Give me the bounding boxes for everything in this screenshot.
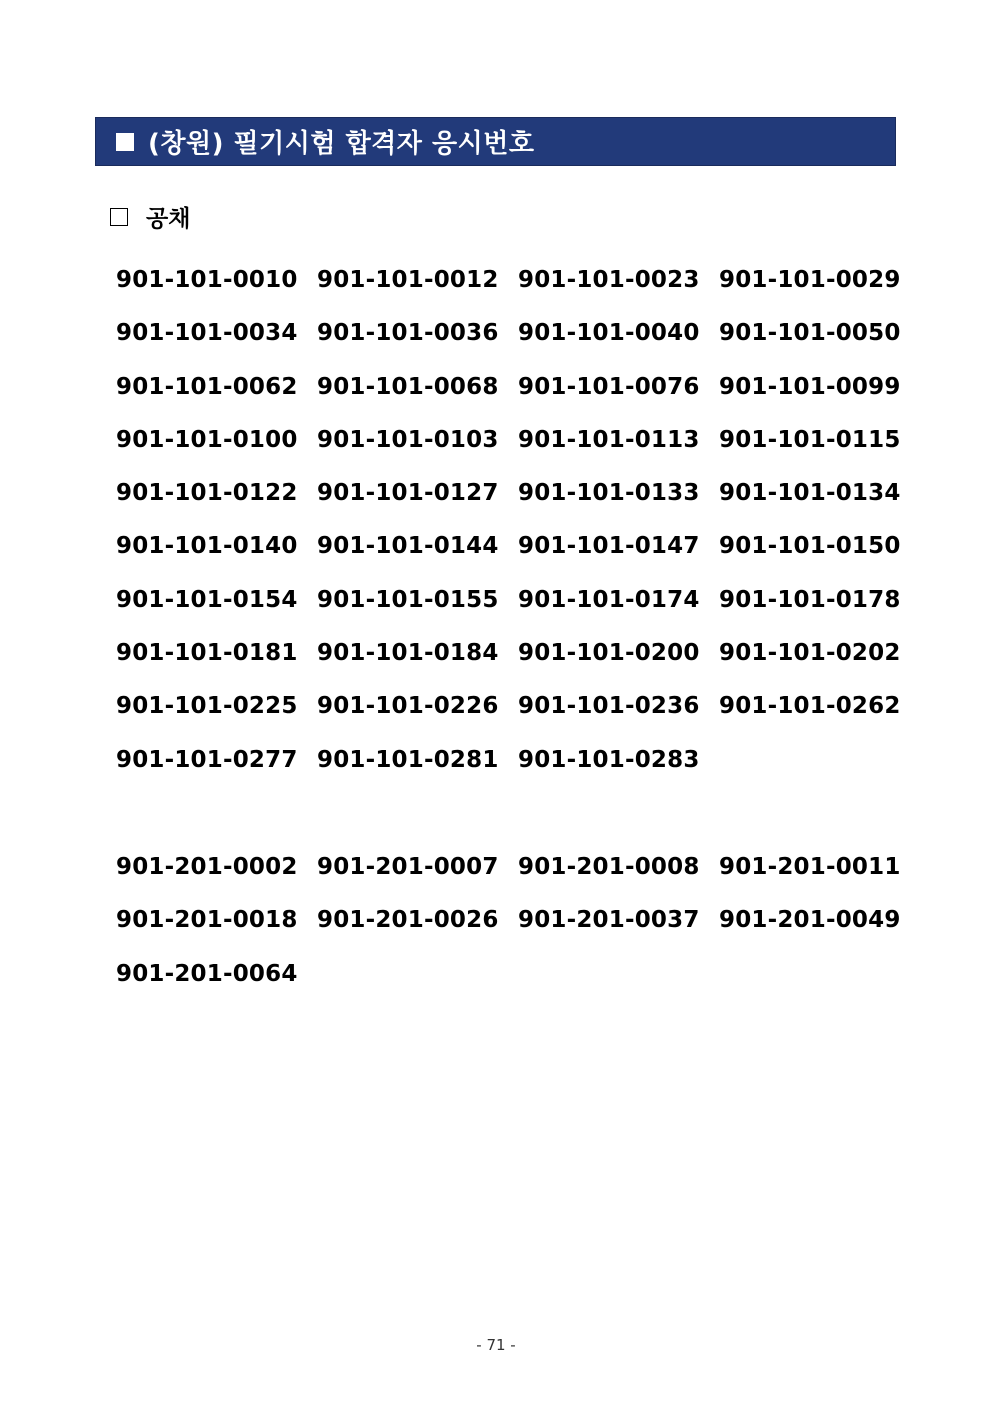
- page-number: - 71 -: [476, 1336, 516, 1354]
- exam-number: 901-201-0011: [719, 854, 901, 880]
- exam-number: 901-101-0036: [317, 320, 499, 347]
- exam-number: 901-101-0281: [317, 746, 499, 773]
- exam-number: 901-101-0012: [317, 267, 499, 293]
- exam-number: 901-101-0181: [116, 640, 298, 667]
- exam-number: 901-101-0133: [518, 480, 700, 507]
- exam-number: 901-101-0150: [719, 533, 901, 560]
- exam-number: 901-101-0155: [317, 586, 499, 613]
- exam-number: 901-101-0202: [719, 640, 901, 667]
- exam-number: 901-201-0008: [518, 854, 700, 880]
- exam-number: 901-201-0007: [317, 854, 499, 880]
- exam-number: 901-201-0002: [116, 854, 298, 880]
- section-heading: [110, 200, 190, 233]
- number-grid: [116, 851, 920, 1011]
- exam-number: 901-101-0144: [317, 533, 499, 560]
- exam-number: 901-101-0076: [518, 373, 700, 400]
- exam-number: 901-101-0100: [116, 426, 298, 453]
- exam-number: 901-101-0099: [719, 373, 901, 400]
- number-group-101: [116, 264, 920, 797]
- exam-number: 901-101-0122: [116, 480, 298, 507]
- number-group-201: [116, 851, 920, 1011]
- number-grid: [116, 264, 920, 797]
- exam-number: 901-101-0040: [518, 320, 700, 347]
- exam-number: 901-101-0115: [719, 426, 901, 453]
- exam-number: 901-101-0062: [116, 373, 298, 400]
- exam-number: 901-101-0184: [317, 640, 499, 667]
- exam-number: 901-101-0262: [719, 693, 901, 720]
- exam-number: 901-201-0049: [719, 907, 901, 934]
- exam-number: 901-101-0140: [116, 533, 298, 560]
- exam-number: 901-101-0034: [116, 320, 298, 347]
- exam-number: 901-101-0236: [518, 693, 700, 720]
- section-label: 공채: [146, 206, 191, 232]
- exam-number: 901-101-0010: [116, 267, 298, 293]
- exam-number: 901-101-0225: [116, 693, 298, 720]
- exam-number: 901-101-0283: [518, 746, 700, 773]
- exam-number: 901-201-0018: [116, 907, 298, 934]
- exam-number: 901-101-0023: [518, 267, 700, 293]
- exam-number: 901-101-0113: [518, 426, 700, 453]
- exam-number: 901-101-0200: [518, 640, 700, 667]
- exam-number: 901-101-0178: [719, 586, 901, 613]
- exam-number: 901-101-0277: [116, 746, 298, 773]
- exam-number: 901-101-0068: [317, 373, 499, 400]
- page-title: (창원) 필기시험 합격자 응시번호: [148, 129, 535, 159]
- exam-number: 901-101-0134: [719, 480, 901, 507]
- exam-number: 901-201-0037: [518, 907, 700, 934]
- exam-number: 901-101-0154: [116, 586, 298, 613]
- exam-number: 901-101-0174: [518, 586, 700, 613]
- exam-number: 901-101-0147: [518, 533, 700, 560]
- exam-number: 901-201-0026: [317, 907, 499, 934]
- exam-number: 901-101-0226: [317, 693, 499, 720]
- empty-square-icon: [110, 208, 128, 226]
- exam-number: 901-201-0064: [116, 960, 298, 987]
- section-title-bar: [95, 117, 896, 166]
- exam-number: 901-101-0103: [317, 426, 499, 453]
- exam-number: 901-101-0029: [719, 267, 901, 293]
- exam-number: 901-101-0050: [719, 320, 901, 347]
- filled-square-icon: [116, 133, 134, 151]
- exam-number: 901-101-0127: [317, 480, 499, 507]
